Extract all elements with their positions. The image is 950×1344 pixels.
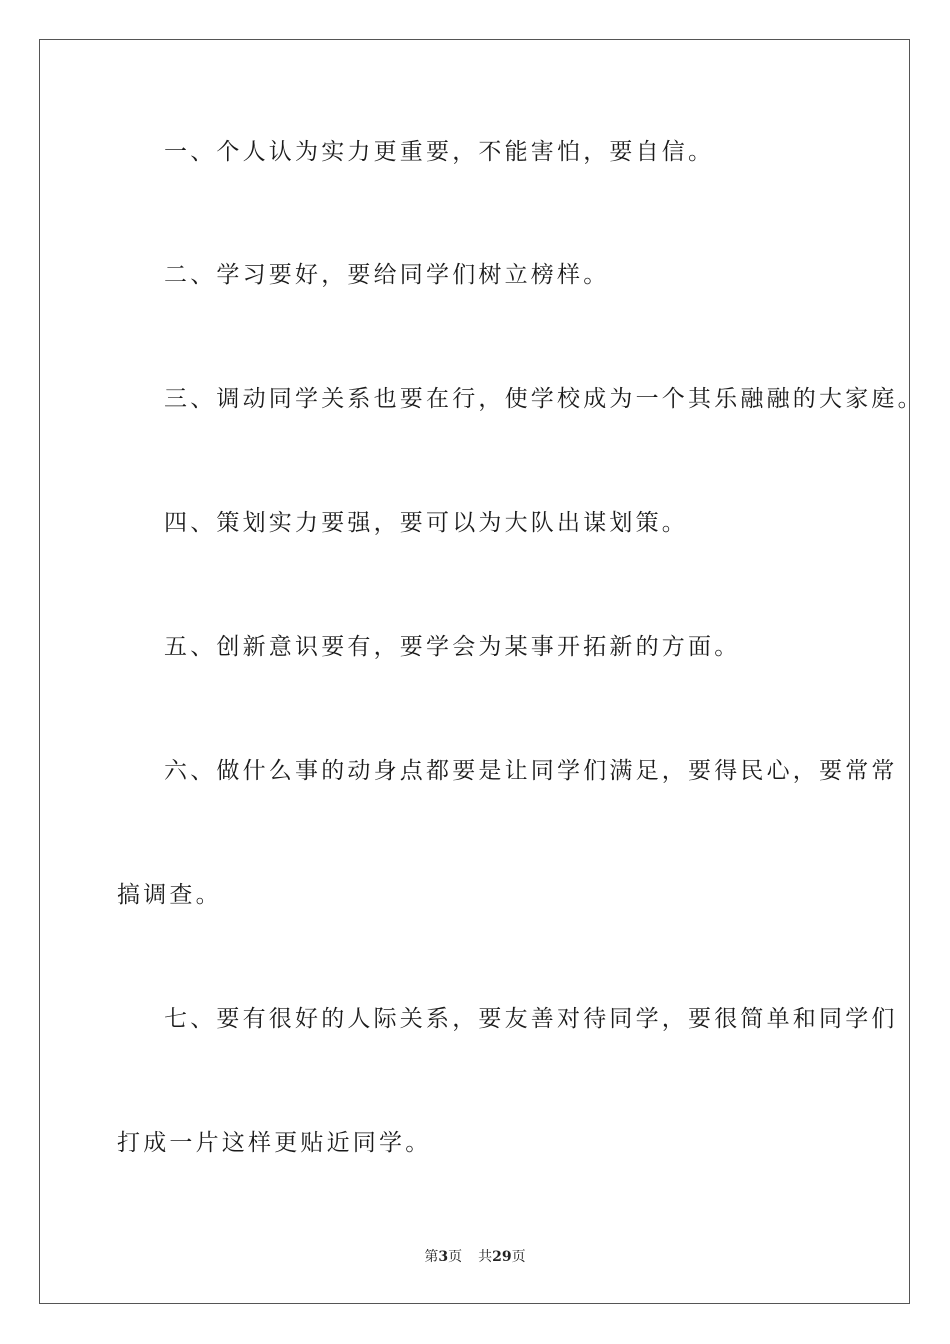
page-number: 3 [438,1249,449,1265]
paragraph-7-line-2: 打成一片这样更贴近同学。 [117,1130,432,1156]
paragraph-4: 四、策划实力要强，要可以为大队出谋划策。 [164,510,688,536]
page-border [39,39,924,1304]
paragraph-1: 一、个人认为实力更重要，不能害怕，要自信。 [164,139,715,165]
page-prefix: 第 [424,1249,439,1265]
page-footer [0,1247,950,1267]
page-suffix: 页 [448,1249,463,1265]
total-prefix: 共 [478,1249,493,1265]
paragraph-6-line-1: 六、做什么事的动身点都要是让同学们满足，要得民心，要常常 [164,758,898,784]
paragraph-5: 五、创新意识要有，要学会为某事开拓新的方面。 [164,634,741,660]
paragraph-7-line-1: 七、要有很好的人际关系，要友善对待同学，要很简单和同学们 [164,1006,898,1032]
paragraph-3: 三、调动同学关系也要在行，使学校成为一个其乐融融的大家庭。 [164,386,924,412]
total-pages: 29 [492,1249,512,1265]
paragraph-6-line-2: 搞调查。 [117,882,222,908]
paragraph-2: 二、学习要好，要给同学们树立榜样。 [164,262,610,288]
total-suffix: 页 [511,1249,526,1265]
